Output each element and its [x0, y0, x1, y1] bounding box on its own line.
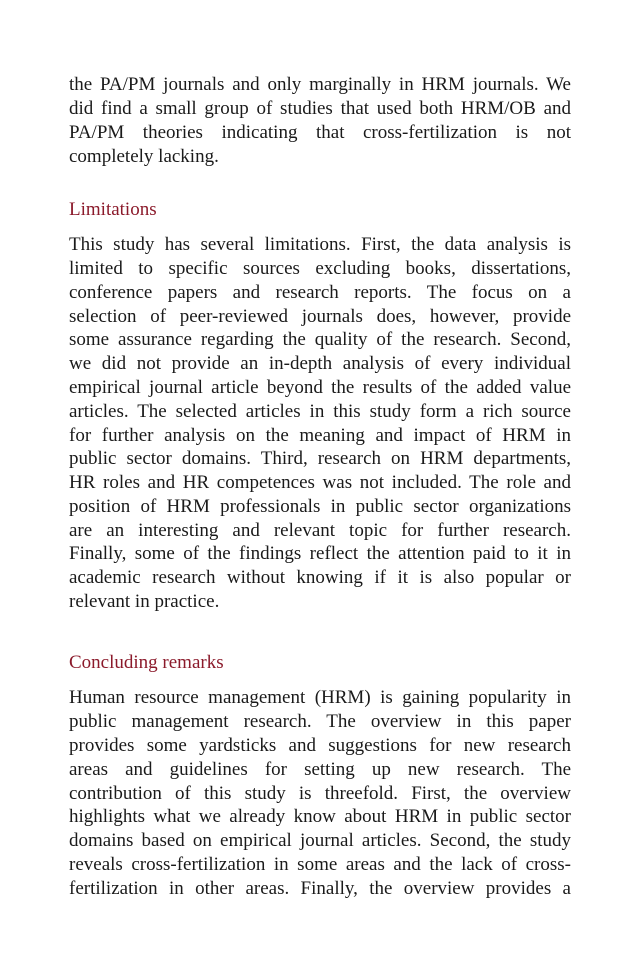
limitations-line: some assurance regarding the quality of the research. Second, [69, 329, 571, 350]
concluding-line: Human resource management (HRM) is gaining popularity in [69, 687, 571, 708]
limitations-line: are an interesting and relevant topic for further research. [69, 520, 571, 541]
concluding-heading: Concluding remarks [69, 652, 224, 673]
intro-line: completely lacking. [69, 146, 219, 167]
limitations-line: This study has several limitations. First, the data analysis is [69, 234, 571, 255]
intro-line: did find a small group of studies that used both HRM/OB and [69, 98, 571, 119]
limitations-line: academic research without knowing if it is also popular or [69, 567, 571, 588]
concluding-line: fertilization in other areas. Finally, the overview provides a [69, 878, 571, 899]
limitations-line: position of HRM professionals in public sector organizations [69, 496, 571, 517]
concluding-line: areas and guidelines for setting up new research. The [69, 759, 571, 780]
limitations-line: for further analysis on the meaning and impact of HRM in [69, 425, 571, 446]
intro-line: the PA/PM journals and only marginally in HRM journals. We [69, 74, 571, 95]
intro-line: PA/PM theories indicating that cross-fertilization is not [69, 122, 571, 143]
concluding-line: reveals cross-fertilization in some areas and the lack of cross- [69, 854, 571, 875]
limitations-line: limited to specific sources excluding books, dissertations, [69, 258, 571, 279]
concluding-line: provides some yardsticks and suggestions for new research [69, 735, 571, 756]
concluding-line: contribution of this study is threefold. First, the overview [69, 783, 571, 804]
limitations-line: empirical journal article beyond the results of the added value [69, 377, 571, 398]
limitations-line: articles. The selected articles in this study form a rich source [69, 401, 571, 422]
concluding-line: public management research. The overview in this paper [69, 711, 571, 732]
limitations-line: public sector domains. Third, research on HRM departments, [69, 448, 571, 469]
limitations-heading: Limitations [69, 199, 157, 220]
limitations-line: HR roles and HR competences was not included. The role and [69, 472, 571, 493]
limitations-line: conference papers and research reports. The focus on a [69, 282, 571, 303]
limitations-line: selection of peer-reviewed journals does, however, provide [69, 306, 571, 327]
limitations-line: we did not provide an in-depth analysis of every individual [69, 353, 571, 374]
limitations-line: Finally, some of the findings reflect the attention paid to it in [69, 543, 571, 564]
limitations-line: relevant in practice. [69, 591, 220, 612]
concluding-line: highlights what we already know about HRM in public sector [69, 806, 571, 827]
concluding-line: domains based on empirical journal articles. Second, the study [69, 830, 571, 851]
